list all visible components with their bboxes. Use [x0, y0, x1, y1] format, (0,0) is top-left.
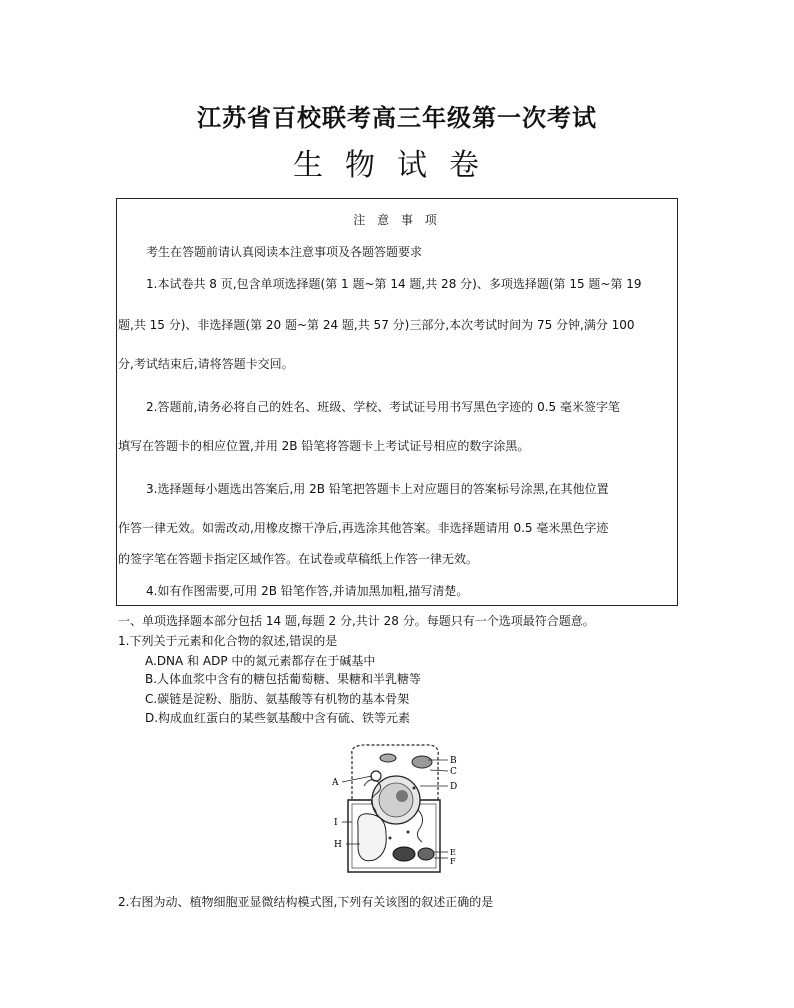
notice-line: 2.答题前,请务必将自己的姓名、班级、学校、考试证号用书写黑色字迹的 0.5 毫米签字笔 — [146, 400, 620, 414]
question-2-stem: 2.右图为动、植物细胞亚显微结构模式图,下列有关该图的叙述正确的是 — [118, 895, 494, 909]
notice-line: 分,考试结束后,请将答题卡交回。 — [118, 357, 294, 371]
question-1-option-b: B.人体血浆中含有的糖包括葡萄糖、果糖和半乳糖等 — [145, 672, 422, 686]
notice-line: 题,共 15 分)、非选择题(第 20 题~第 24 题,共 57 分)三部分,本次考试时间为 75 分钟,满分 100 — [118, 318, 635, 332]
notice-line: 4.如有作图需要,可用 2B 铅笔作答,并请加黑加粗,描写清楚。 — [146, 584, 469, 598]
question-1-option-c: C.碳链是淀粉、脂肪、氨基酸等有机物的基本骨架 — [145, 692, 410, 706]
diagram-label-i: I — [334, 818, 338, 828]
question-1-stem: 1.下列关于元素和化合物的叙述,错误的是 — [118, 634, 338, 648]
diagram-label-b: B — [450, 756, 457, 766]
notice-line: 填写在答题卡的相应位置,并用 2B 铅笔将答题卡上考试证号相应的数字涂黑。 — [118, 439, 530, 453]
notice-line: 的签字笔在答题卡指定区域作答。在试卷或草稿纸上作答一律无效。 — [118, 552, 479, 566]
notice-line: 3.选择题每小题选出答案后,用 2B 铅笔把答题卡上对应题目的答案标号涂黑,在其他位置 — [146, 482, 609, 496]
diagram-label-h: H — [334, 840, 342, 850]
cell-structure-diagram — [330, 742, 460, 876]
diagram-label-f: F — [450, 857, 456, 866]
question-1-option-a: A.DNA 和 ADP 中的氮元素都存在于碱基中 — [145, 654, 376, 668]
section-heading: 一、单项选择题本部分包括 14 题,每题 2 分,共计 28 分。每题只有一个选项最符合题意。 — [118, 614, 595, 628]
question-1-option-d: D.构成血红蛋白的某些氨基酸中含有硫、铁等元素 — [145, 711, 411, 725]
diagram-label-a: A — [332, 778, 339, 788]
diagram-label-e: E — [450, 848, 456, 857]
diagram-label-c: C — [450, 767, 457, 777]
notice-box — [116, 198, 678, 606]
exam-subject: 生物试卷 — [293, 148, 501, 183]
notice-line: 1.本试卷共 8 页,包含单项选择题(第 1 题~第 14 题,共 28 分)、多项选择题(第 15 题~第 19 — [146, 277, 642, 291]
diagram-label-d: D — [450, 782, 458, 792]
notice-title: 注 意 事 项 — [353, 213, 441, 227]
notice-line: 作答一律无效。如需改动,用橡皮擦干净后,再选涂其他答案。非选择题请用 0.5 毫米黑色字迹 — [118, 521, 609, 535]
notice-line: 考生在答题前请认真阅读本注意事项及各题答题要求 — [146, 245, 423, 259]
exam-title: 江苏省百校联考高三年级第一次考试 — [197, 104, 597, 132]
